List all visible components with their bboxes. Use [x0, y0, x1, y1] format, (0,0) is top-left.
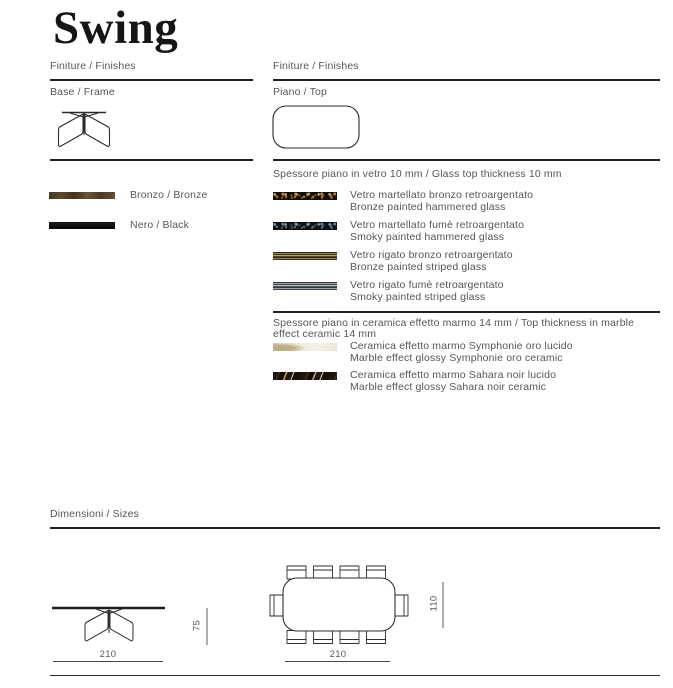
- swatch-martellato-bronzo: [273, 192, 337, 200]
- swatch-nero-label: Nero / Black: [130, 219, 189, 231]
- swatch-martellato-fume: [273, 222, 337, 230]
- finish-name-it: Ceramica effetto marmo Symphonie oro lucido: [350, 340, 573, 352]
- finish-name-it: Vetro martellato bronzo retroargentato: [350, 189, 534, 201]
- right-finishes-header: Finiture / Finishes: [273, 60, 359, 72]
- divider: [50, 527, 660, 529]
- swatch-bronzo-label: Bronzo / Bronze: [130, 189, 208, 201]
- swatch-nero: [49, 222, 115, 229]
- finish-name-en: Bronze painted hammered glass: [350, 200, 506, 213]
- swatch-symphonie-oro: [273, 343, 337, 351]
- swatch-martellato-fume-label: [350, 220, 524, 243]
- side-view-height-label: 75: [191, 619, 203, 632]
- divider: [273, 159, 660, 161]
- divider: [273, 79, 660, 81]
- swatch-symphonie-oro-label: [350, 341, 573, 364]
- left-finishes-header: Finiture / Finishes: [50, 60, 136, 72]
- swatch-sahara-noir-label: [350, 370, 556, 393]
- swatch-rigato-fume: [273, 282, 337, 290]
- dimensions-header: Dimensioni / Sizes: [50, 508, 140, 520]
- top-view-depth-label: 110: [428, 595, 440, 612]
- table-top-drawing: [272, 105, 360, 149]
- page-title: Swing: [53, 2, 179, 54]
- piano-top-label: Piano / Top: [273, 86, 327, 98]
- base-frame-label: Base / Frame: [50, 86, 115, 98]
- top-view-width-label: 210: [329, 649, 347, 660]
- finish-name-en: Marble effect glossy Sahara noir ceramic: [350, 380, 547, 393]
- ceramic-section-header: Spessore piano in ceramica effetto marmo 14 mm / Top thickness in marble effect ceramic 14 mm: [273, 317, 635, 340]
- divider: [273, 311, 660, 313]
- swatch-sahara-noir: [273, 372, 337, 380]
- swatch-rigato-fume-label: [350, 280, 504, 303]
- swatch-rigato-bronzo-label: [350, 250, 513, 273]
- finish-name-it: Vetro rigato fumè retroargentato: [350, 279, 504, 291]
- finish-name-en: Marble effect glossy Symphonie oro ceramic: [350, 351, 563, 364]
- finish-name-en: Smoky painted hammered glass: [350, 230, 505, 243]
- swatch-martellato-bronzo-label: [350, 190, 533, 213]
- divider: [50, 79, 253, 81]
- divider: [50, 159, 253, 161]
- finish-name-it: Vetro martellato fumè retroargentato: [350, 219, 525, 231]
- base-frame-drawing: [57, 102, 117, 154]
- footer-divider: [50, 675, 660, 676]
- swatch-rigato-bronzo: [273, 252, 337, 260]
- finish-name-it: Ceramica effetto marmo Sahara noir lucido: [350, 369, 557, 381]
- glass-section-header: Spessore piano in vetro 10 mm / Glass top thickness 10 mm: [273, 168, 562, 180]
- finish-name-en: Smoky painted striped glass: [350, 290, 486, 303]
- finish-name-it: Vetro rigato bronzo retroargentato: [350, 249, 513, 261]
- side-view-width-label: 210: [99, 649, 117, 660]
- swatch-bronzo: [49, 192, 115, 199]
- finish-name-en: Bronze painted striped glass: [350, 260, 487, 273]
